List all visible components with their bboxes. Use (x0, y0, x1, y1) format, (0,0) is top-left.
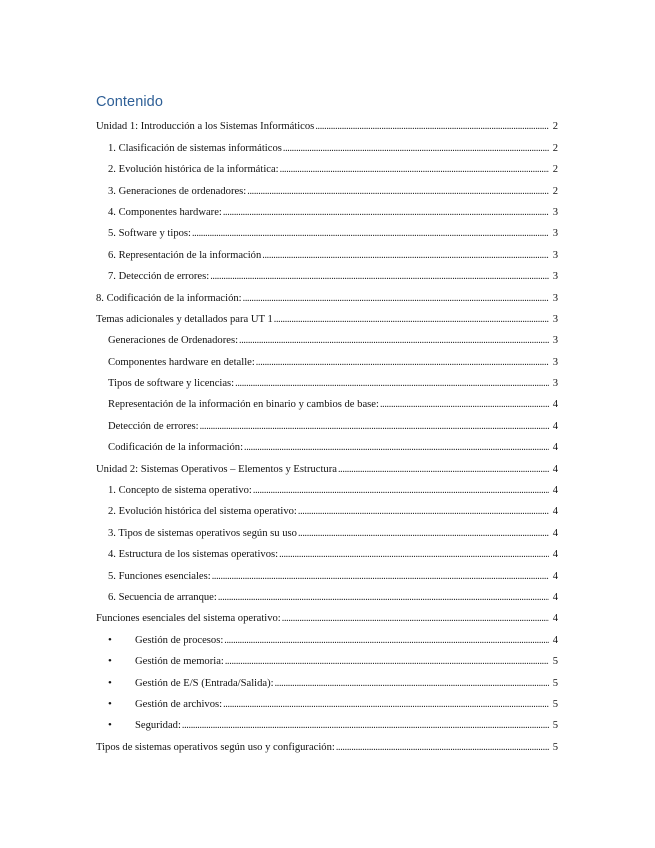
bullet-icon: • (108, 655, 112, 668)
toc-entry[interactable] (0, 200, 655, 221)
toc-page-number[interactable]: 4 (552, 463, 558, 475)
toc-entry-text[interactable]: 7. Detección de errores: (108, 271, 210, 283)
toc-page-number[interactable]: 5 (552, 720, 558, 732)
toc-page-number[interactable]: 4 (552, 527, 558, 539)
toc-entry-text[interactable]: Tipos de sistemas operativos según uso y configuración: (96, 741, 335, 753)
toc-entry[interactable] (0, 734, 655, 755)
toc-entry-text[interactable]: 4. Componentes hardware: (108, 206, 222, 218)
bullet-icon: • (108, 633, 112, 646)
toc-entry-text[interactable]: Gestión de memoria: (135, 656, 224, 668)
dot-leader (223, 698, 549, 711)
toc-entry-text[interactable]: Gestión de E/S (Entrada/Salida): (135, 677, 274, 689)
dot-leader (247, 185, 549, 198)
toc-entry[interactable] (0, 328, 655, 349)
toc-entry[interactable] (0, 627, 655, 648)
toc-list (0, 114, 655, 756)
dot-leader (283, 142, 549, 155)
dot-leader (244, 441, 549, 454)
toc-entry[interactable] (0, 713, 655, 734)
dot-leader (218, 591, 549, 604)
bullet-icon: • (108, 719, 112, 732)
toc-entry[interactable] (0, 670, 655, 691)
toc-entry-text[interactable]: 6. Secuencia de arranque: (108, 591, 217, 603)
toc-entry-text[interactable]: Detección de errores: (108, 420, 199, 432)
bullet-icon: • (108, 676, 112, 689)
toc-entry-text[interactable]: 5. Software y tipos: (108, 228, 191, 240)
toc-entry[interactable] (0, 606, 655, 627)
toc-entry-text[interactable]: Representación de la información en binario y cambios de base: (108, 399, 379, 411)
toc-entry[interactable] (0, 542, 655, 563)
toc-entry[interactable] (0, 563, 655, 584)
toc-entry-text[interactable]: Gestión de archivos: (135, 698, 223, 710)
toc-entry-text[interactable]: 2. Evolución histórica de la informática: (108, 164, 279, 176)
toc-page-number[interactable]: 2 (552, 121, 558, 133)
toc-entry[interactable] (0, 307, 655, 328)
dot-leader (262, 249, 549, 262)
toc-entry[interactable] (0, 157, 655, 178)
toc-entry[interactable] (0, 114, 655, 135)
dot-leader (212, 570, 549, 583)
toc-page-number[interactable]: 4 (552, 549, 558, 561)
dot-leader (298, 527, 549, 540)
toc-entry-text[interactable]: 3. Tipos de sistemas operativos según su uso (108, 527, 297, 539)
toc-page-number[interactable]: 3 (552, 335, 558, 347)
toc-entry[interactable] (0, 178, 655, 199)
toc-entry[interactable] (0, 585, 655, 606)
toc-page-number[interactable]: 4 (552, 420, 558, 432)
toc-entry-text[interactable]: 8. Codificación de la información: (96, 292, 242, 304)
dot-leader (182, 719, 549, 732)
toc-entry-text[interactable]: Gestión de procesos: (135, 634, 224, 646)
toc-entry-text[interactable]: Tipos de software y licencias: (108, 378, 235, 390)
toc-entry-text[interactable]: 2. Evolución histórica del sistema operativo: (108, 506, 297, 518)
dot-leader (200, 420, 549, 433)
toc-page-number[interactable]: 4 (552, 570, 558, 582)
toc-entry[interactable] (0, 285, 655, 306)
toc-page-number[interactable]: 3 (552, 356, 558, 368)
toc-page-number[interactable]: 3 (552, 378, 558, 390)
toc-entry[interactable] (0, 413, 655, 434)
toc-page-number[interactable]: 3 (552, 271, 558, 283)
toc-page-number[interactable]: 2 (552, 185, 558, 197)
toc-entry[interactable] (0, 242, 655, 263)
toc-entry[interactable] (0, 371, 655, 392)
toc-entry-text[interactable]: Funciones esenciales del sistema operativo: (96, 613, 281, 625)
toc-entry-text[interactable]: Componentes hardware en detalle: (108, 356, 255, 368)
toc-entry[interactable] (0, 264, 655, 285)
toc-entry[interactable] (0, 392, 655, 413)
toc-entry[interactable] (0, 499, 655, 520)
toc-page-number[interactable]: 4 (552, 485, 558, 497)
toc-entry[interactable] (0, 649, 655, 670)
toc-page-number[interactable]: 2 (552, 142, 558, 154)
dot-leader (275, 677, 549, 690)
dot-leader (380, 398, 549, 411)
toc-entry-text[interactable]: Unidad 1: Introducción a los Sistemas Informáticos (96, 121, 315, 133)
toc-page-number[interactable]: 5 (552, 698, 558, 710)
toc-entry[interactable] (0, 435, 655, 456)
toc-entry-text[interactable]: Seguridad: (135, 720, 181, 732)
toc-page-number[interactable]: 3 (552, 249, 558, 261)
toc-entry[interactable] (0, 221, 655, 242)
toc-entry-text[interactable]: 4. Estructura de los sistemas operativos: (108, 549, 279, 561)
toc-entry[interactable] (0, 692, 655, 713)
toc-entry-text[interactable]: 1. Clasificación de sistemas informáticos (108, 142, 282, 154)
dot-leader (256, 356, 549, 369)
dot-leader (280, 163, 549, 176)
toc-page-number[interactable]: 5 (552, 741, 558, 753)
toc-page-number[interactable]: 4 (552, 506, 558, 518)
dot-leader (282, 612, 549, 625)
toc-page-number[interactable]: 4 (552, 442, 558, 454)
toc-entry-text[interactable]: Unidad 2: Sistemas Operativos – Elementos y Estructura (96, 463, 337, 475)
toc-page-number[interactable]: 4 (552, 634, 558, 646)
toc-entry[interactable] (0, 135, 655, 156)
toc-page-number[interactable]: 3 (552, 206, 558, 218)
toc-entry[interactable] (0, 478, 655, 499)
toc-entry-text[interactable]: 3. Generaciones de ordenadores: (108, 185, 247, 197)
dot-leader (253, 484, 549, 497)
toc-page-number[interactable]: 3 (552, 292, 558, 304)
dot-leader (224, 634, 549, 647)
toc-page-number[interactable]: 4 (552, 613, 558, 625)
dot-leader (210, 270, 549, 283)
dot-leader (338, 463, 549, 476)
dot-leader (315, 120, 549, 133)
toc-page-number[interactable]: 3 (552, 313, 558, 325)
toc-entry-text[interactable]: Generaciones de Ordenadores: (108, 335, 239, 347)
toc-page-number[interactable]: 4 (552, 591, 558, 603)
toc-page-number[interactable]: 5 (552, 677, 558, 689)
dot-leader (239, 334, 549, 347)
toc-page-number[interactable]: 2 (552, 164, 558, 176)
dot-leader (279, 548, 549, 561)
toc-entry-text[interactable]: 6. Representación de la información (108, 249, 262, 261)
toc-page-number[interactable]: 4 (552, 399, 558, 411)
bullet-icon: • (108, 697, 112, 710)
dot-leader (298, 505, 549, 518)
dot-leader (274, 313, 549, 326)
dot-leader (192, 227, 549, 240)
toc-entry[interactable] (0, 456, 655, 477)
dot-leader (223, 206, 549, 219)
toc-entry-text[interactable]: Codificación de la información: (108, 442, 244, 454)
dot-leader (243, 292, 549, 305)
dot-leader (225, 655, 549, 668)
toc-heading: Contenido (96, 94, 164, 110)
dot-leader (235, 377, 549, 390)
toc-entry-text[interactable]: Temas adicionales y detallados para UT 1 (96, 313, 273, 325)
toc-entry-text[interactable]: 1. Concepto de sistema operativo: (108, 485, 252, 497)
toc-entry-text[interactable]: 5. Funciones esenciales: (108, 570, 211, 582)
toc-page-number[interactable]: 5 (552, 656, 558, 668)
toc-entry[interactable] (0, 520, 655, 541)
dot-leader (336, 741, 549, 754)
toc-page-number[interactable]: 3 (552, 228, 558, 240)
toc-entry[interactable] (0, 349, 655, 370)
